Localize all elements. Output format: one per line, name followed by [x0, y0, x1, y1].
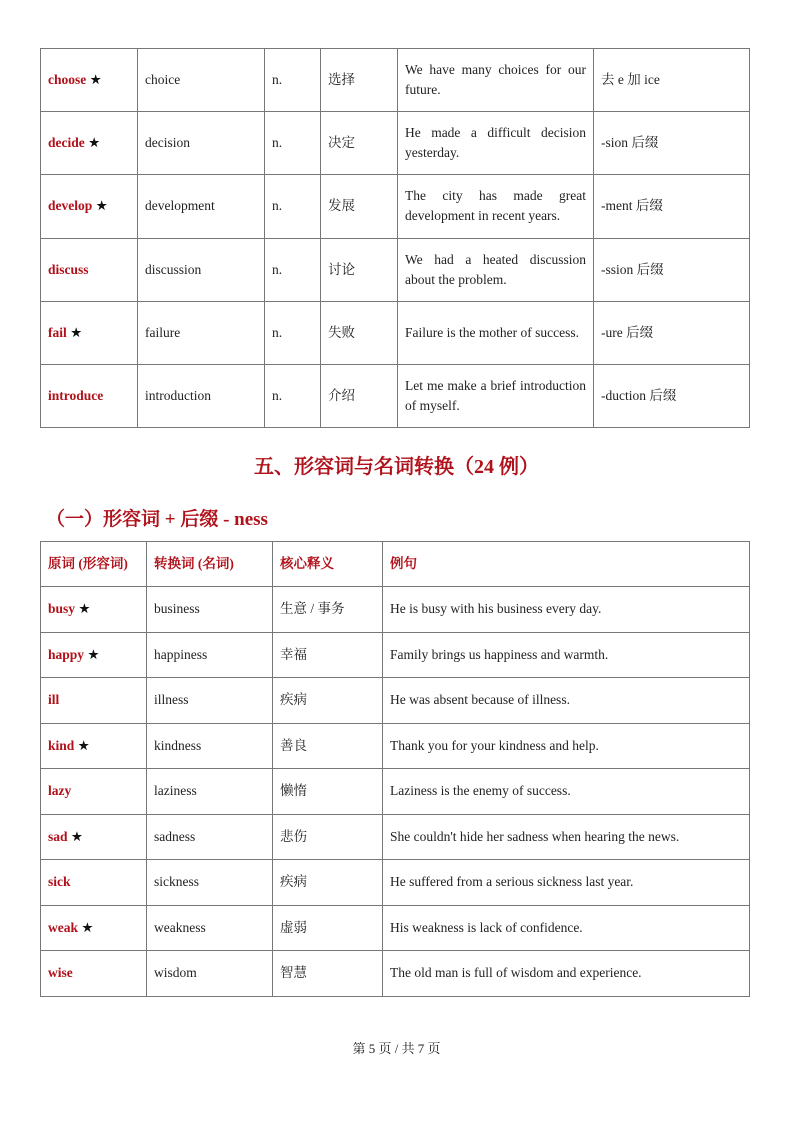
meaning-cell: 介绍 — [321, 364, 398, 427]
noun-cell: weakness — [147, 905, 273, 951]
word-cell — [41, 175, 138, 238]
header-cell: 转换词 (名词) — [147, 542, 273, 587]
rule-cell: 去 e 加 ice — [594, 49, 750, 112]
noun-cell: laziness — [147, 769, 273, 815]
word: discuss — [48, 261, 89, 277]
word: ill — [48, 692, 60, 708]
example-cell: His weakness is lack of confidence. — [383, 905, 750, 951]
table-row — [41, 587, 750, 633]
noun-cell: illness — [147, 678, 273, 724]
meaning-cell: 发展 — [321, 175, 398, 238]
table-row — [41, 364, 750, 427]
word: develop — [48, 198, 93, 214]
meaning-cell: 失败 — [321, 301, 398, 364]
meaning-cell: 虚弱 — [273, 905, 383, 951]
noun-cell: introduction — [138, 364, 265, 427]
star-icon: ★ — [87, 646, 100, 662]
word-cell — [41, 769, 147, 815]
word: fail — [48, 324, 67, 340]
meaning-cell: 选择 — [321, 49, 398, 112]
noun-cell: decision — [138, 112, 265, 175]
example-cell: She couldn't hide her sadness when hearing the news. — [383, 814, 750, 860]
star-icon: ★ — [70, 324, 83, 340]
word-cell — [41, 905, 147, 951]
meaning-cell: 疾病 — [273, 678, 383, 724]
table-row — [41, 175, 750, 238]
verb-noun-table — [40, 48, 750, 428]
noun-cell: business — [147, 587, 273, 633]
table-row — [41, 678, 750, 724]
noun-cell: wisdom — [147, 951, 273, 997]
table-row — [41, 112, 750, 175]
header-cell: 原词 (形容词) — [41, 542, 147, 587]
pos-cell: n. — [265, 364, 321, 427]
word: choose — [48, 72, 87, 88]
noun-cell: sadness — [147, 814, 273, 860]
word-cell — [41, 632, 147, 678]
meaning-cell: 生意 / 事务 — [273, 587, 383, 633]
table-row — [41, 49, 750, 112]
section-title: 五、形容词与名词转换（24 例） — [254, 456, 539, 478]
header-cell: 核心释义 — [273, 542, 383, 587]
adjective-noun-table — [40, 541, 750, 997]
example-cell: We have many choices for our future. — [398, 49, 594, 112]
noun-cell: choice — [138, 49, 265, 112]
table-row — [41, 632, 750, 678]
table-row — [41, 301, 750, 364]
rule-cell: -duction 后缀 — [594, 364, 750, 427]
word: lazy — [48, 783, 72, 799]
example-cell: The old man is full of wisdom and experience. — [383, 951, 750, 997]
meaning-cell: 悲伤 — [273, 814, 383, 860]
noun-cell: sickness — [147, 860, 273, 906]
page-footer: 第 5 页 / 共 7 页 — [352, 1041, 441, 1056]
noun-cell: failure — [138, 301, 265, 364]
word: happy — [48, 646, 85, 662]
example-cell: Laziness is the enemy of success. — [383, 769, 750, 815]
subsection-title: （一）形容词 + 后缀 - ness — [46, 509, 268, 530]
meaning-cell: 幸福 — [273, 632, 383, 678]
pos-cell: n. — [265, 238, 321, 301]
word-cell — [41, 301, 138, 364]
word-cell — [41, 49, 138, 112]
word-cell — [41, 238, 138, 301]
rule-cell: -sion 后缀 — [594, 112, 750, 175]
example-cell: He suffered from a serious sickness last year. — [383, 860, 750, 906]
word: introduce — [48, 388, 104, 404]
table-row — [41, 723, 750, 769]
meaning-cell: 疾病 — [273, 860, 383, 906]
star-icon: ★ — [95, 198, 108, 214]
meaning-cell: 决定 — [321, 112, 398, 175]
rule-cell: -ssion 后缀 — [594, 238, 750, 301]
example-cell: He is busy with his business every day. — [383, 587, 750, 633]
word: kind — [48, 737, 75, 753]
table-row — [41, 951, 750, 997]
example-cell: Failure is the mother of success. — [398, 301, 594, 364]
word: decide — [48, 135, 85, 151]
star-icon: ★ — [78, 601, 91, 617]
table-row — [41, 814, 750, 860]
star-icon: ★ — [89, 72, 102, 88]
word-cell — [41, 951, 147, 997]
word-cell — [41, 364, 138, 427]
example-cell: Let me make a brief introduction of myself. — [398, 364, 594, 427]
meaning-cell: 讨论 — [321, 238, 398, 301]
example-cell: Thank you for your kindness and help. — [383, 723, 750, 769]
table-row — [41, 905, 750, 951]
word-cell — [41, 860, 147, 906]
word: sad — [48, 828, 68, 844]
rule-cell: -ment 后缀 — [594, 175, 750, 238]
star-icon: ★ — [77, 737, 90, 753]
example-cell: Family brings us happiness and warmth. — [383, 632, 750, 678]
rule-cell: -ure 后缀 — [594, 301, 750, 364]
example-cell: The city has made great development in recent years. — [398, 175, 594, 238]
noun-cell: discussion — [138, 238, 265, 301]
table-header-row — [41, 542, 750, 587]
word-cell — [41, 814, 147, 860]
pos-cell: n. — [265, 175, 321, 238]
pos-cell: n. — [265, 112, 321, 175]
word-cell — [41, 587, 147, 633]
table-row — [41, 860, 750, 906]
meaning-cell: 智慧 — [273, 951, 383, 997]
example-cell: He was absent because of illness. — [383, 678, 750, 724]
star-icon: ★ — [81, 919, 94, 935]
noun-cell: development — [138, 175, 265, 238]
table-row — [41, 238, 750, 301]
meaning-cell: 善良 — [273, 723, 383, 769]
pos-cell: n. — [265, 301, 321, 364]
noun-cell: kindness — [147, 723, 273, 769]
star-icon: ★ — [88, 135, 101, 151]
word-cell — [41, 723, 147, 769]
meaning-cell: 懒惰 — [273, 769, 383, 815]
example-cell: He made a difficult decision yesterday. — [398, 112, 594, 175]
pos-cell: n. — [265, 49, 321, 112]
star-icon: ★ — [70, 828, 83, 844]
example-cell: We had a heated discussion about the problem. — [398, 238, 594, 301]
word: sick — [48, 874, 71, 890]
word-cell — [41, 678, 147, 724]
table-row — [41, 769, 750, 815]
header-cell: 例句 — [383, 542, 750, 587]
word: busy — [48, 601, 76, 617]
word: weak — [48, 919, 78, 935]
noun-cell: happiness — [147, 632, 273, 678]
word-cell — [41, 112, 138, 175]
word: wise — [48, 965, 73, 981]
